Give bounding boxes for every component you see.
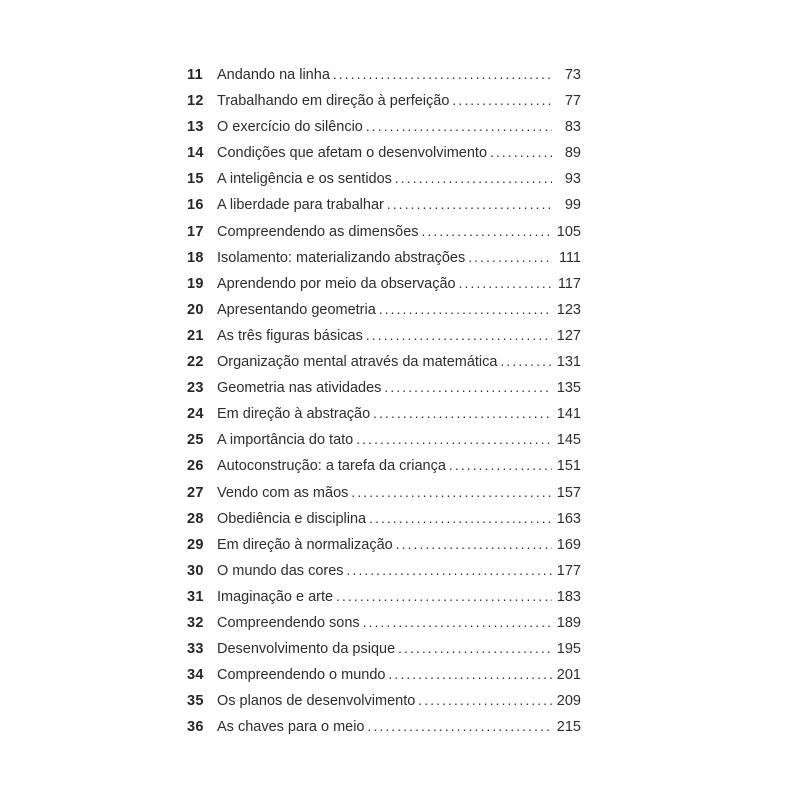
chapter-title: Geometria nas atividades xyxy=(217,380,382,397)
chapter-number: 29 xyxy=(187,536,204,553)
toc-entry xyxy=(187,166,581,192)
toc-entry xyxy=(187,114,581,140)
dot-leader xyxy=(418,688,552,714)
page-number: 117 xyxy=(557,275,581,292)
chapter-number: 18 xyxy=(187,249,204,266)
dot-leader xyxy=(363,610,552,636)
chapter-title: A inteligência e os sentidos xyxy=(217,171,392,188)
dot-leader xyxy=(336,584,552,610)
dot-leader xyxy=(384,375,552,401)
page-number: 169 xyxy=(556,536,581,553)
chapter-number: 12 xyxy=(187,93,204,110)
toc-entry xyxy=(187,427,581,453)
toc-entry xyxy=(187,62,581,88)
toc-entry xyxy=(187,662,581,688)
chapter-number: 20 xyxy=(187,301,204,318)
page-number: 89 xyxy=(564,145,581,162)
page-number: 93 xyxy=(564,171,581,188)
dot-leader xyxy=(449,453,552,479)
page-number: 141 xyxy=(556,406,581,423)
chapter-number: 15 xyxy=(187,171,204,188)
dot-leader xyxy=(490,140,552,166)
toc-entry xyxy=(187,219,581,245)
dot-leader xyxy=(468,245,552,271)
chapter-number: 33 xyxy=(187,641,204,658)
toc-entry xyxy=(187,245,581,271)
dot-leader xyxy=(422,219,552,245)
chapter-number: 22 xyxy=(187,354,204,371)
chapter-title: A liberdade para trabalhar xyxy=(217,197,384,214)
toc-entry xyxy=(187,610,581,636)
dot-leader xyxy=(366,323,552,349)
page-number: 195 xyxy=(556,641,581,658)
chapter-title: Obediência e disciplina xyxy=(217,510,367,527)
chapter-number: 31 xyxy=(187,588,204,605)
chapter-title: Aprendendo por meio da observação xyxy=(217,275,456,292)
chapter-number: 19 xyxy=(187,275,204,292)
toc-entry xyxy=(187,271,581,297)
chapter-title: As três figuras básicas xyxy=(217,327,363,344)
page-number: 127 xyxy=(556,327,581,344)
chapter-title: Compreendendo as dimensões xyxy=(217,223,419,240)
dot-leader xyxy=(388,662,552,688)
page-number: 99 xyxy=(564,197,581,214)
page-number: 77 xyxy=(564,93,581,110)
dot-leader xyxy=(452,88,552,114)
chapter-title: Andando na linha xyxy=(217,67,330,83)
chapter-number: 17 xyxy=(187,223,204,240)
dot-leader xyxy=(379,297,552,323)
toc-entry xyxy=(187,584,581,610)
chapter-title: Trabalhando em direção à perfeição xyxy=(217,93,450,110)
chapter-title: Compreendendo sons xyxy=(217,614,360,631)
chapter-title: Compreendendo o mundo xyxy=(217,667,386,684)
toc-entry xyxy=(187,636,581,662)
page-number: 111 xyxy=(558,249,581,266)
chapter-title: Desenvolvimento da psique xyxy=(217,641,396,658)
toc-entry xyxy=(187,714,581,740)
chapter-number: 32 xyxy=(187,614,204,631)
dot-leader xyxy=(395,166,552,192)
page-number: 145 xyxy=(556,432,581,449)
chapter-number: 23 xyxy=(187,380,204,397)
table-of-contents xyxy=(187,62,581,740)
chapter-number: 14 xyxy=(187,145,204,162)
chapter-number: 11 xyxy=(187,67,203,83)
page-number: 105 xyxy=(556,223,581,240)
toc-entry xyxy=(187,453,581,479)
chapter-number: 28 xyxy=(187,510,204,527)
toc-entry xyxy=(187,192,581,218)
page-number: 135 xyxy=(556,380,581,397)
page-number: 189 xyxy=(556,614,581,631)
toc-entry xyxy=(187,88,581,114)
page-number: 209 xyxy=(556,693,581,710)
chapter-number: 35 xyxy=(187,693,204,710)
chapter-number: 16 xyxy=(187,197,204,214)
chapter-title: Condições que afetam o desenvolvimento xyxy=(217,145,488,162)
chapter-title: Vendo com as mãos xyxy=(217,484,349,501)
dot-leader xyxy=(369,506,552,532)
chapter-number: 30 xyxy=(187,562,204,579)
page-number: 83 xyxy=(564,119,581,136)
toc-entry xyxy=(187,297,581,323)
dot-leader xyxy=(347,558,552,584)
dot-leader xyxy=(387,192,552,218)
chapter-title: Apresentando geometria xyxy=(217,301,376,318)
toc-entry xyxy=(187,506,581,532)
toc-entry xyxy=(187,401,581,427)
chapter-number: 36 xyxy=(187,719,204,736)
dot-leader xyxy=(356,427,552,453)
chapter-title: As chaves para o meio xyxy=(217,719,365,736)
page-number: 201 xyxy=(556,667,581,684)
toc-entry xyxy=(187,558,581,584)
page-number: 151 xyxy=(556,458,581,475)
chapter-number: 24 xyxy=(187,406,204,423)
chapter-number: 26 xyxy=(187,458,204,475)
chapter-title: A importância do tato xyxy=(217,432,354,449)
chapter-title: O exercício do silêncio xyxy=(217,119,363,136)
dot-leader xyxy=(396,532,552,558)
chapter-title: Os planos de desenvolvimento xyxy=(217,693,416,710)
dot-leader xyxy=(373,401,552,427)
chapter-title: O mundo das cores xyxy=(217,562,344,579)
dot-leader xyxy=(368,714,553,740)
dot-leader xyxy=(500,349,552,375)
page-number: 177 xyxy=(556,562,581,579)
page-number: 73 xyxy=(564,67,581,83)
page-number: 131 xyxy=(556,354,581,371)
dot-leader xyxy=(333,62,552,88)
dot-leader xyxy=(459,271,552,297)
toc-entry xyxy=(187,688,581,714)
dot-leader xyxy=(398,636,552,662)
chapter-number: 34 xyxy=(187,667,204,684)
dot-leader xyxy=(351,480,552,506)
chapter-number: 21 xyxy=(187,327,204,344)
chapter-number: 25 xyxy=(187,432,204,449)
toc-entry xyxy=(187,480,581,506)
chapter-title: Organização mental através da matemática xyxy=(217,354,498,371)
chapter-title: Isolamento: materializando abstrações xyxy=(217,249,466,266)
toc-entry xyxy=(187,140,581,166)
chapter-title: Em direção à abstração xyxy=(217,406,371,423)
page-number: 183 xyxy=(556,588,581,605)
chapter-title: Em direção à normalização xyxy=(217,536,393,553)
chapter-number: 27 xyxy=(187,484,204,501)
chapter-title: Imaginação e arte xyxy=(217,588,334,605)
toc-entry xyxy=(187,323,581,349)
chapter-number: 13 xyxy=(187,119,204,136)
page-number: 163 xyxy=(556,510,581,527)
page-number: 157 xyxy=(556,484,581,501)
dot-leader xyxy=(366,114,552,140)
page-number: 123 xyxy=(556,301,581,318)
toc-entry xyxy=(187,349,581,375)
chapter-title: Autoconstrução: a tarefa da criança xyxy=(217,458,446,475)
page-number: 215 xyxy=(556,719,581,736)
toc-entry xyxy=(187,375,581,401)
toc-entry xyxy=(187,532,581,558)
